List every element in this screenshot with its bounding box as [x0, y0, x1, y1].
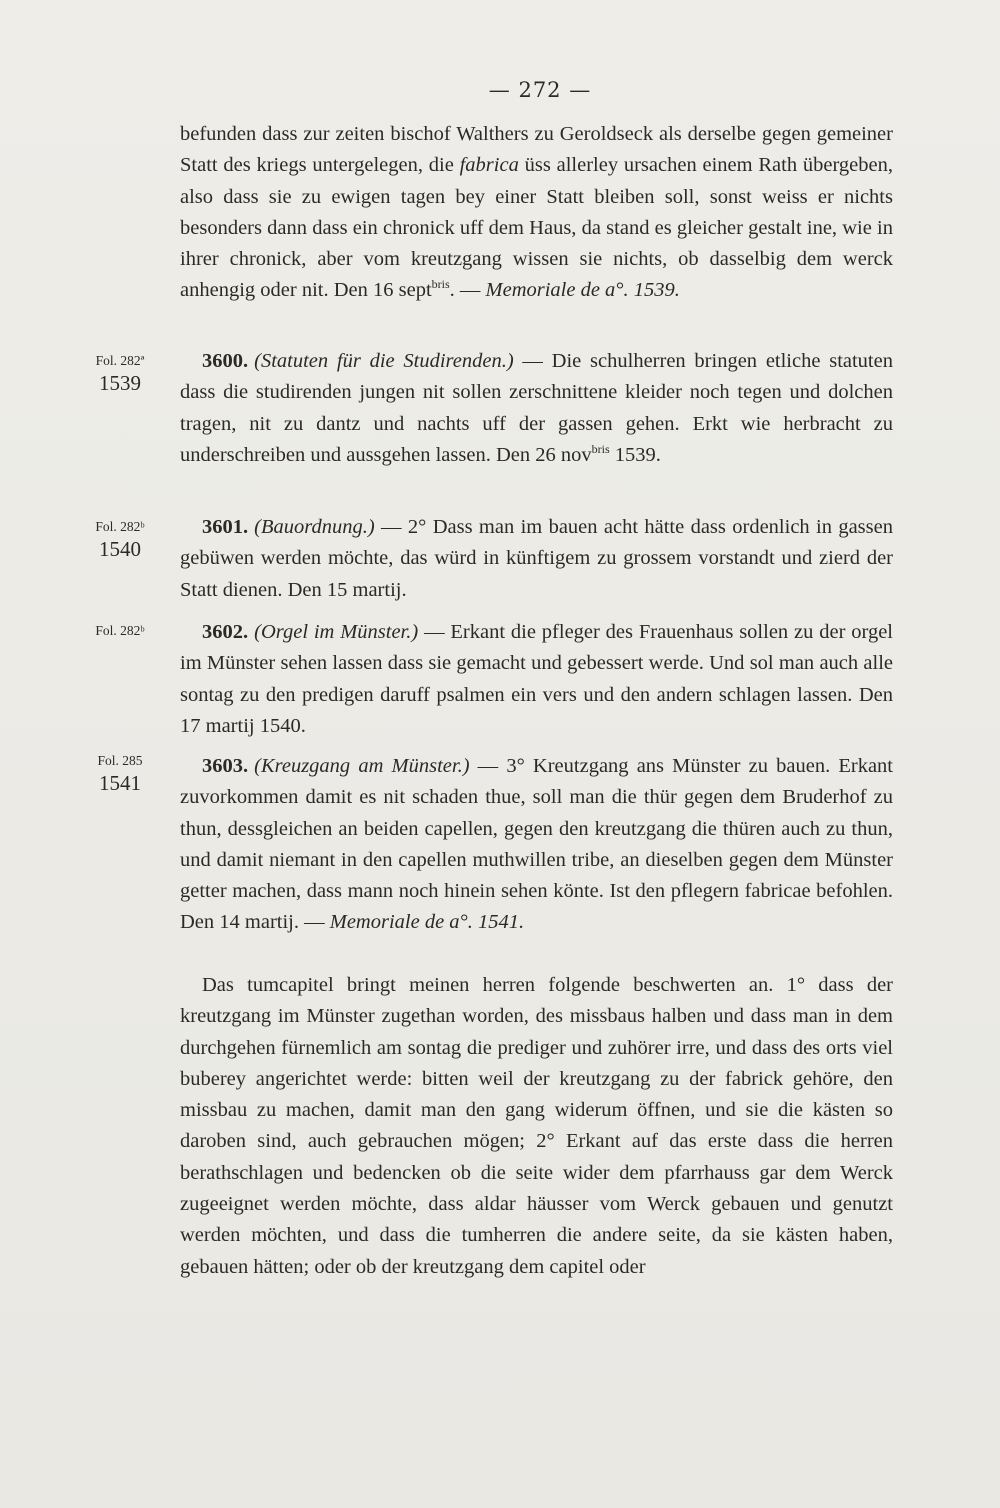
intro-italic: fabrica	[459, 154, 519, 177]
entry-text: — 3° Kreutzgang ans Münster zu bauen. Erkant zuvorkommen damit es nit schaden thue, soll man die thür gegen dem Bruderhof zu thun, dessgleichen an beiden capellen, gegen den kreutzgang die thüren auch zu thun, und damit niemant in den capellen muthwillen tribe, an dieselben gegen dem Münster getter machen, dass mann noch hinein sehen könte. Ist den pflegern fabricae befohlen. Den 14 martij. —	[180, 755, 893, 934]
entry-sup: bris	[591, 441, 610, 456]
entry-number: 3600.	[202, 350, 249, 372]
intro-text-3: . —	[449, 279, 486, 302]
entry-3600	[180, 346, 893, 471]
entry-title: (Bauordnung.)	[254, 516, 375, 538]
entry-memoriale: Memoriale de a°. 1541.	[329, 911, 525, 934]
margin-note-3600	[80, 352, 160, 396]
entry-title: (Statuten für die Studirenden.)	[254, 350, 514, 372]
margin-year: 1539	[99, 371, 141, 395]
entry-number: 3603.	[202, 755, 249, 777]
margin-folio: Fol. 285	[97, 753, 143, 768]
entry-text-2: 1539.	[609, 443, 661, 466]
margin-year: 1540	[99, 537, 141, 561]
margin-folio: Fol. 282ᵇ	[95, 519, 145, 534]
entry-text: — Erkant die pfleger des Frauenhaus sollen zu der orgel im Münster sehen lassen dass sie gemacht und gebessert werde. Und sol man auch alle sontag zu den predigen daruff psalmen ein vers und den andern schlagen lassen. Den 17 martij 1540.	[180, 621, 893, 737]
closing-text: Das tumcapitel bringt meinen herren folgende beschwerten an. 1° dass der kreutzgang im Münster zugethan worden, des missbaus halben und dass man in dem durchgehen fürnemlich am sontag die prediger und zuhörer irre, und dass des orts viel buberey angerichtet werde: bitten weil der kreutzgang zu der fabrick gehöre, den missbau zu machen, damit man den gang widerum öffnen, und sie die kästen so daroben sind, auch gebrauchen mögen; 2° Erkant auf das erste dass die herren berathschlagen und bedencken ob die seite wider dem pfarrhauss gar dem Werck zugeeignet werden möchte, dass aldar häusser vom Werck gebauen und genutzt werden möchten, und dass die tumherren die andere seite, da sie kästen haben, gebauen hätten; oder ob der kreutzgang dem capitel oder	[180, 974, 893, 1278]
entry-title: (Kreuzgang am Münster.)	[254, 755, 470, 777]
entry-number: 3602.	[202, 621, 249, 643]
margin-folio: Fol. 282ᵇ	[95, 623, 145, 638]
page-number: — 272 —	[488, 78, 592, 102]
entry-3603	[180, 751, 893, 939]
closing-paragraph	[180, 970, 893, 1283]
intro-text: befunden dass zur zeiten bischof Walthers zu Geroldseck als derselbe gegen gemeiner Statt des kriegs untergelegen, die	[180, 123, 893, 177]
margin-note-3602	[80, 622, 160, 640]
entry-number: 3601.	[202, 516, 249, 538]
intro-paragraph	[180, 119, 893, 307]
intro-sup: bris	[431, 277, 450, 292]
intro-memoriale: Memoriale de a°. 1539.	[485, 279, 680, 302]
margin-year: 1541	[99, 771, 141, 795]
margin-folio: Fol. 282ª	[95, 353, 145, 368]
margin-note-3601	[80, 518, 160, 562]
intro-text-2: üss allerley ursachen einem Rath übergeben, also dass sie zu ewigen tagen bey einer Statt bleiben soll, sonst weiss er nichts besonders dann dass ein chronick uff dem Haus, da stand es gleicher gestalt ine, wie in ihrer chronick, aber vom kreutzgang wissen sie nichts, ob dasselbig dem werck anhengig oder nit. Den 16 sept	[180, 154, 893, 302]
entry-text: — 2° Dass man im bauen acht hätte dass ordenlich in gassen gebüwen werden möchte, das würd in künftigem zu grossem vorstandt und zierd der Statt dienen. Den 15 martij.	[180, 516, 893, 601]
entry-3601	[180, 512, 893, 606]
margin-note-3603	[80, 752, 160, 796]
entry-3602	[180, 617, 893, 742]
entry-title: (Orgel im Münster.)	[254, 621, 419, 643]
entry-text: — Die schulherren bringen etliche statuten dass die studirenden jungen nit sollen zerschnittene kleider noch tegen und dolchen tragen, nit zu dantz und nachts uff der gassen gehen. Erkt wie herbracht zu underschreiben und aussgehen lassen. Den 26 nov	[180, 350, 893, 466]
